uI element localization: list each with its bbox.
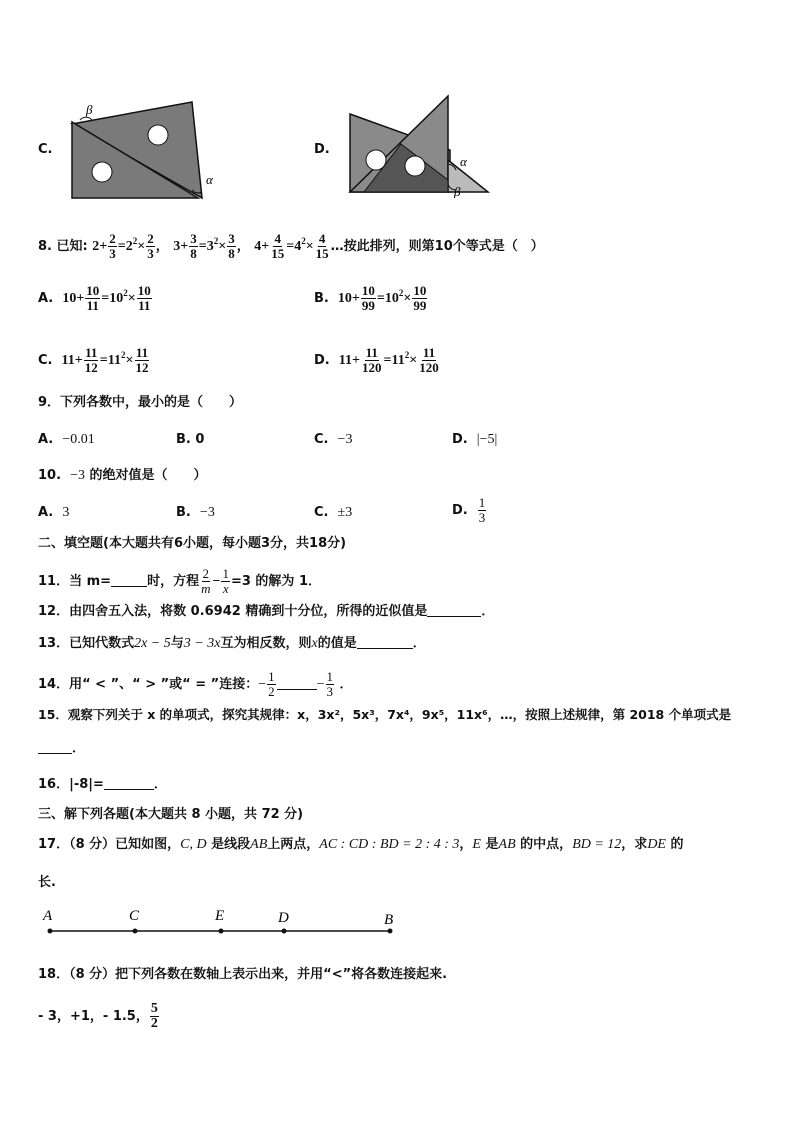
q10-option-b[interactable]: B. −3: [176, 505, 215, 520]
point-b: [388, 929, 393, 934]
q15-answer: ．: [38, 740, 85, 758]
segment-ab-diagram: [40, 904, 410, 942]
point-e-label: E: [215, 908, 225, 924]
question-13: 13．已知代数式2x − 5与3 − 3x互为相反数，则x的值是 ．: [38, 636, 426, 651]
question-10-stem: 10. −3 的绝对值是（ ）: [38, 468, 207, 483]
q9-option-d[interactable]: D. |−5|: [452, 432, 498, 447]
question-11: 11．当 m= 时，方程 $\frac{2}{m}$ − $\frac{1}{x}$ =3 的解为 1．: [38, 566, 321, 596]
question-9-stem: 9．下列各数中，最小的是（ ）: [38, 395, 243, 410]
q11-blank[interactable]: [111, 573, 147, 587]
q8-option-d[interactable]: D. 11+ $\frac{11}{120}$ $=11^2\times$ $\frac{11}{120}$: [314, 345, 439, 375]
section-2-heading: 二、填空题(本大题共有6小题，每小题3分，共18分): [38, 536, 347, 551]
q9-option-b[interactable]: B. 0: [176, 432, 205, 447]
question-14: 14．用“ < ”、“ > ”或“ = ”连接：− $\frac{1}{2}$ − $\frac{1}{3}$ ．: [38, 669, 353, 699]
q8-option-c[interactable]: C. 11+ $\frac{11}{12}$ $=11^2\times$ $\frac{11}{12}$: [38, 345, 149, 375]
beta-label: β: [454, 184, 461, 198]
q8-option-b[interactable]: B. 10+ $\frac{10}{99}$ $=10^2\times$ $\frac{10}{99}$: [314, 283, 427, 313]
q9-option-c[interactable]: C. −3: [314, 432, 353, 447]
point-c: [133, 929, 138, 934]
q10-option-d[interactable]: D. $\frac{1}{3}$: [452, 495, 486, 525]
beta-label: β: [86, 102, 93, 117]
question-17: 17．（8 分）已知如图，C, D 是线段AB上两点，AC : CD : BD = 2 : 4 : 3，E 是AB 的中点，BD = 12，求DE 的: [38, 837, 684, 852]
point-e: [219, 929, 224, 934]
q14-blank[interactable]: [277, 676, 317, 690]
q8-option-a[interactable]: A. 10+ $\frac{10}{11}$ $=10^2\times$ $\frac{10}{11}$: [38, 283, 151, 313]
option-d-label: D.: [314, 142, 330, 157]
q12-blank[interactable]: [427, 603, 481, 617]
q15-blank[interactable]: [38, 740, 72, 754]
question-18: 18．（8 分）把下列各数在数轴上表示出来，并用“<”将各数连接起来.: [38, 967, 448, 982]
q16-blank[interactable]: [104, 776, 154, 790]
point-d: [282, 929, 287, 934]
alpha-label: α: [460, 154, 467, 169]
point-d-label: D: [278, 910, 289, 926]
question-12: 12．由四舍五入法，将数 0.6942 精确到十分位，所得的近似值是 ．: [38, 604, 495, 619]
point-a: [48, 929, 53, 934]
point-b-label: B: [384, 912, 394, 928]
option-c-label: C.: [38, 142, 53, 157]
q13-blank[interactable]: [357, 635, 413, 649]
q10-option-c[interactable]: C. ±3: [314, 505, 353, 520]
triangle-set-figure-c: [66, 98, 226, 202]
alpha-label: α: [206, 172, 213, 187]
triangle-set-figure-d: [344, 94, 494, 198]
point-a-label: A: [43, 908, 53, 924]
question-16: 16．|-8|= ．: [38, 777, 167, 792]
q10-option-a[interactable]: A. 3: [38, 505, 70, 520]
question-8-stem: 8. 已知: 2+ $\frac{2}{3}$ $=2^2\times$ $\frac{2}{3}$ ， 3+ $\frac{3}{8}$ $=3^2\times$ $\frac{3}{8}$ ， 4+ $\frac{4}{15}$ $=4^2\times$ $\frac{4}{15}$ …按此排列，则第10个等式是（ ）: [38, 231, 544, 261]
q18-numbers: - 3，+1，- 1.5， $\frac{5}{2}$: [38, 1001, 158, 1031]
q17-line2: 长.: [38, 875, 56, 890]
question-15: 15．观察下列关于 x 的单项式，探究其规律：x，3x²，5x³，7x⁴，9x⁵，11x⁶，…，按照上述规律，第 2018 个单项式是: [38, 707, 732, 722]
q9-option-a[interactable]: A. −0.01: [38, 432, 95, 447]
section-3-heading: 三、解下列各题(本大题共 8 小题，共 72 分): [38, 807, 304, 822]
point-c-label: C: [129, 908, 140, 924]
